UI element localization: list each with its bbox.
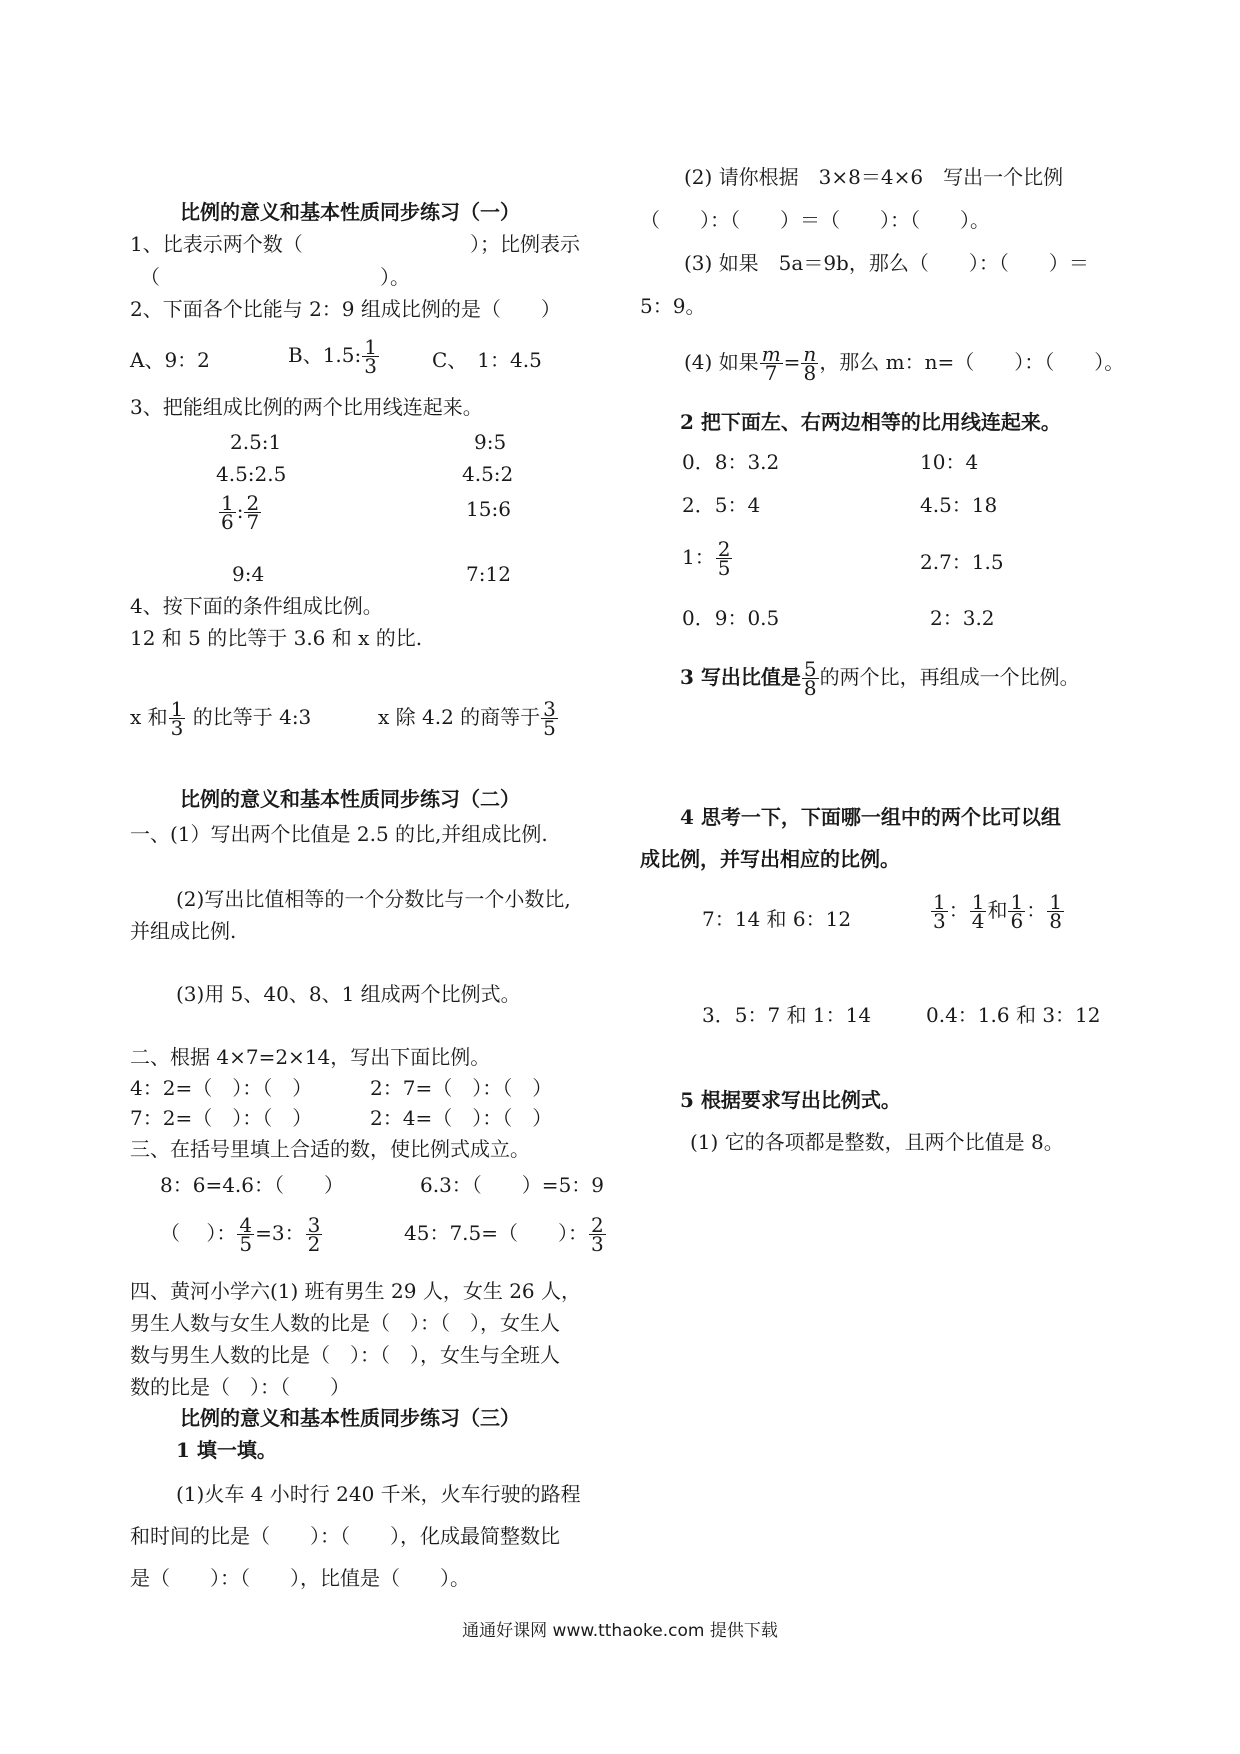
s2-q4-line3: 数与男生人数的比是（ ）：（ ），女生与全班人 — [130, 1343, 560, 1367]
r-q2-left-1: 0．8：3.2 — [682, 450, 780, 474]
q4-condition-a: 12 和 5 的比等于 3.6 和 x 的比. — [130, 626, 423, 650]
q3-text: 3、把能组成比例的两个比用线连起来。 — [130, 395, 483, 419]
r-q2-right-4: 2：3.2 — [930, 606, 995, 630]
q1-part-c: （ — [140, 265, 160, 289]
section-3-title: 比例的意义和基本性质同步练习（三） — [180, 1406, 520, 1430]
r-q1-4: (4) 如果 $\frac{m}{7}$ = $\frac{n}{8}$ ，那么 m：n=（ ）：（ ）。 — [684, 342, 1125, 385]
r-q4-option-3: 3．5：7 和 1：14 — [702, 1003, 872, 1027]
s2-q4-line2: 男生人数与女生人数的比是（ ）：（ ），女生人 — [130, 1311, 560, 1335]
s2-q1-1: 一、(1）写出两个比值是 2.5 的比,并组成比例. — [130, 822, 548, 846]
q2-option-a: A、9：2 — [130, 348, 210, 372]
s2-q3-a: 8：6=4.6：（ ） — [160, 1173, 345, 1197]
q4-text: 4、按下面的条件组成比例。 — [130, 594, 383, 618]
r-q3-text: 3 写出比值是 $\frac{5}{8}$ 的两个比，再组成一个比例。 — [680, 657, 1080, 700]
q4-condition-c: x 除 4.2 的商等于 $\frac{3}{5}$ — [378, 697, 556, 740]
q3-right-3: 15:6 — [466, 497, 511, 521]
r-q4-line1: 4 思考一下，下面哪一组中的两个比可以组 — [680, 805, 1061, 829]
q3-left-3: $\frac{1}{6}$ : $\frac{2}{7}$ — [221, 491, 260, 534]
section-2-title: 比例的意义和基本性质同步练习（二） — [180, 787, 520, 811]
s3-q1-1-line2: 和时间的比是（ ）：（ ），化成最简整数比 — [130, 1524, 560, 1548]
q2-option-c: C、 1：4.5 — [432, 348, 542, 372]
s3-q1-title: 1 填一填。 — [176, 1438, 277, 1462]
q3-right-4: 7:12 — [466, 562, 511, 586]
r-q2-right-1: 10：4 — [920, 450, 979, 474]
r-q2-right-2: 4.5：18 — [920, 493, 998, 517]
q1-part-b: ）；比例表示 — [470, 232, 580, 256]
q3-right-1: 9:5 — [474, 430, 507, 454]
section-1-title: 比例的意义和基本性质同步练习（一） — [180, 200, 520, 224]
q3-right-2: 4.5:2 — [462, 462, 514, 486]
r-q2-right-3: 2.7：1.5 — [920, 550, 1004, 574]
r-q4-line2: 成比例，并写出相应的比例。 — [640, 847, 900, 871]
q2-option-b: B、1.5: $\frac{1}{3}$ — [288, 335, 377, 378]
footer-source: 通通好课网 www.tthaoke.com 提供下载 — [462, 1621, 778, 1641]
r-q5-1: (1) 它的各项都是整数，且两个比值是 8。 — [690, 1130, 1064, 1154]
q1-part-d: ）。 — [380, 265, 410, 289]
s2-q2-a: 4：2=（ ）：（ ） — [130, 1076, 313, 1100]
r-q2-title: 2 把下面左、右两边相等的比用线连起来。 — [680, 410, 1061, 434]
s3-q1-1-line1: (1)火车 4 小时行 240 千米，火车行驶的路程 — [176, 1482, 581, 1506]
q3-left-2: 4.5:2.5 — [216, 462, 287, 486]
r-q2-left-3: 1： $\frac{2}{5}$ — [682, 537, 731, 580]
r-q4-option-4: 0.4：1.6 和 3：12 — [926, 1003, 1101, 1027]
s2-q3-b: 6.3：（ ）=5：9 — [420, 1173, 605, 1197]
r-q4-option-1: 7：14 和 6：12 — [702, 907, 852, 931]
q2-text: 2、下面各个比能与 2：9 组成比例的是（ ） — [130, 297, 561, 321]
s2-q2-c: 7：2=（ ）：（ ） — [130, 1106, 313, 1130]
s2-q3-d: 45：7.5=（ ）： $\frac{2}{3}$ — [404, 1213, 604, 1256]
r-q1-2-line2: （ ）：（ ）＝（ ）：（ ）。 — [640, 208, 990, 232]
r-q5-title: 5 根据要求写出比例式。 — [680, 1088, 901, 1112]
q3-left-4: 9:4 — [232, 562, 265, 586]
r-q2-left-4: 0．9：0.5 — [682, 606, 780, 630]
s2-q1-3: (3)用 5、40、8、1 组成两个比例式。 — [176, 982, 521, 1006]
s2-q1-2-line1: (2)写出比值相等的一个分数比与一个小数比, — [176, 887, 571, 911]
q4-condition-b: x 和 $\frac{1}{3}$ 的比等于 4:3 — [130, 697, 312, 740]
r-q1-3-line2: 5：9。 — [640, 294, 706, 318]
s2-q2-b: 2：7=（ ）：（ ） — [370, 1076, 553, 1100]
r-q2-left-2: 2．5：4 — [682, 493, 761, 517]
s2-q1-2-line2: 并组成比例. — [130, 919, 237, 943]
r-q4-option-2: $\frac{1}{3}$ ： $\frac{1}{4}$ 和 $\frac{1}{6}$ ： $\frac{1}{8}$ — [933, 890, 1062, 933]
s2-q2-d: 2：4=（ ）：（ ） — [370, 1106, 553, 1130]
q1-part-a: 1、比表示两个数（ — [130, 232, 303, 256]
s2-q4-line1: 四、黄河小学六(1) 班有男生 29 人，女生 26 人， — [130, 1279, 582, 1303]
q3-left-1: 2.5:1 — [230, 430, 282, 454]
s2-q2-text: 二、根据 4×7=2×14，写出下面比例。 — [130, 1045, 491, 1069]
s3-q1-1-line3: 是（ ）：（ ），比值是（ ）。 — [130, 1566, 470, 1590]
r-q1-3-line1: (3) 如果 5a＝9b，那么（ ）：（ ）＝ — [684, 251, 1089, 275]
s2-q4-line4: 数的比是（ ）：（ ） — [130, 1375, 350, 1399]
r-q1-2-line1: (2) 请你根据 3×8＝4×6 写出一个比例 — [684, 165, 1064, 189]
s2-q3-text: 三、在括号里填上合适的数，使比例式成立。 — [130, 1137, 530, 1161]
s2-q3-c: （ ）： $\frac{4}{5}$ =3： $\frac{3}{2}$ — [160, 1213, 321, 1256]
